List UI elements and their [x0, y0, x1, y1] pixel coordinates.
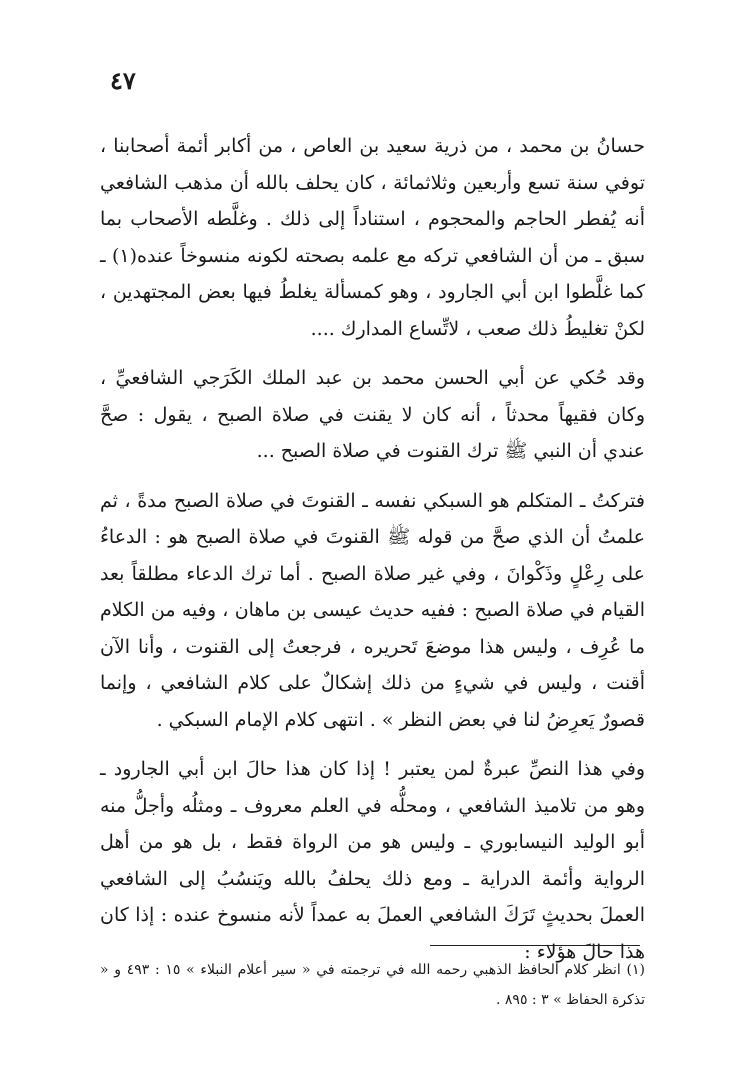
main-text — [100, 128, 645, 970]
paragraph-4: وفي هذا النصِّ عبرةٌ لمن يعتبر ! إذا كان هذا حالَ ابن أبي الجارود ـ وهو من تلاميذ الشافعي ، ومحلُّه في العلم معروف ـ ومثلُه وأجلُّ منه أبو الوليد النيسابوري ـ وليس هو من الرواة فقط ، بل هو من أهل الرواية وأئمة الدراية ـ ومع ذلك يحلفُ بالله ويَنسُبُ إلى الشافعي العملَ بحديثٍ تَرَكَ الشافعي العملَ به عمداً لأنه منسوخ عنده : إذا كان هذا حالَ هؤلاء : — [100, 758, 645, 963]
page-number: ٤٧ — [110, 66, 136, 95]
paragraph-1: حسانُ بن محمد ، من ذرية سعيد بن العاص ، من أكابر أئمة أصحابنا ، توفي سنة تسع وأربعين وثلاثمائة ، كان يحلف بالله أن مذهب الشافعي أنه يُفطر الحاجم والمحجوم ، استناداً إلى ذلك . وغلَّطه الأصحاب بما سبق ـ من أن الشافعي تركه مع علمه بصحته لكونه منسوخاً عنده(١) ـ كما غلَّطوا ابن أبي الجارود ، وهو كمسألة يغلطُ فيها بعض المجتهدين ، لكنْ تغليطُ ذلك صعب ، لاتِّساع المدارك .... — [100, 135, 645, 340]
footnote-separator — [430, 945, 640, 946]
footnote: (١) انظر كلام الحافظ الذهبي رحمه الله في ترجمته في « سير أعلام النبلاء » ١٥ : ٤٩٣ و « تذكرة الحفاظ » ٣ : ٨٩٥ . — [100, 962, 645, 1008]
paragraph-3: فتركتُ ـ المتكلم هو السبكي نفسه ـ القنوتَ في صلاة الصبح مدةً ، ثم علمتُ أن الذي صحَّ من قوله ﷺ القنوتَ في صلاة الصبح هو : الدعاءُ على رِعْلٍ وذَكْوانَ ، وفي غير صلاة الصبح . أما ترك الدعاء مطلقاً بعد القيام في صلاة الصبح : ففيه حديث عيسى بن ماهان ، وفيه من الكلام ما عُرِف ، وليس هذا موضعَ تَحريره ، فرجعتُ إلى القنوت ، وأنا الآن أقنت ، وليس في شيءٍ من ذلك إشكالٌ على كلام الشافعي ، وإنما قصورٌ يَعرِضُ لنا في بعض النظر » . انتهى كلام الإمام السبكي . — [100, 489, 645, 731]
paragraph-2: وقد حُكي عن أبي الحسن محمد بن عبد الملك الكَرَجي الشافعيِّ ، وكان فقيهاً محدثاً ، أنه كان لا يقنت في صلاة الصبح ، يقول : صحَّ عندي أن النبي ﷺ ترك القنوت في صلاة الصبح ... — [100, 367, 645, 462]
